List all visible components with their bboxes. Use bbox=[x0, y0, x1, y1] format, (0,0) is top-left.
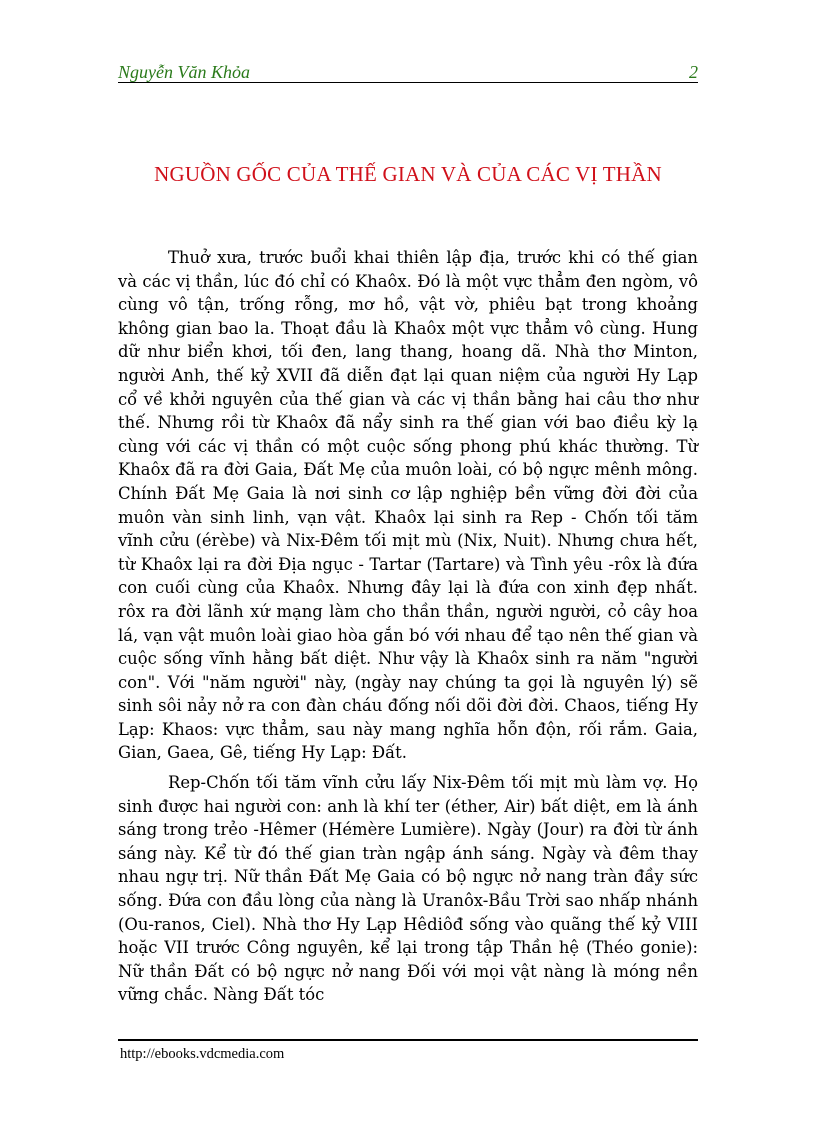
body-text bbox=[118, 246, 698, 1013]
page-header bbox=[118, 62, 698, 83]
paragraph-1: Thuở xưa, trước buổi khai thiên lập địa, trước khi có thế gian và các vị thần, lúc đó chỉ có Khaôx. Đó là một vực thẳm đen ngòm, vô cùng vô tận, trống rỗng, mơ hồ, vật vờ, phiêu bạt trong khoảng không gian bao la. Thoạt đầu là Khaôx một vực thẳm vô cùng. Hung dữ như biển khơi, tối đen, lang thang, hoang dã. Nhà thơ Minton, người Anh, thế kỷ XVII đã diễn đạt lại quan niệm của người Hy Lạp cổ về khởi nguyên của thế gian và các vị thần bằng hai câu thơ như thế. Nhưng rồi từ Khaôx đã nẩy sinh ra thế gian với bao điều kỳ lạ cùng với các vị thần có một cuộc sống phong phú khác thường. Từ Khaôx đã ra đời Gaia, Đất Mẹ của muôn loài, có bộ ngực mênh mông. Chính Đất Mẹ Gaia là nơi sinh cơ lập nghiệp bền vững đời đời của muôn vàn sinh linh, vạn vật. Khaôx lại sinh ra Rep - Chốn tối tăm vĩnh cửu (érèbe) và Nix-Đêm tối mịt mù (Nix, Nuit). Nhưng chưa hết, từ Khaôx lại ra đời Địa ngục - Tartar (Tartare) và Tình yêu -rôx là đứa con cuối cùng của Khaôx. Nhưng đây lại là đứa con xinh đẹp nhất. rôx ra đời lãnh xứ mạng làm cho thần thần, người người, cỏ cây hoa lá, vạn vật muôn loài giao hòa gắn bó với nhau để tạo nên thế gian và cuộc sống vĩnh hằng bất diệt. Như vậy là Khaôx sinh ra năm "người con". Với "năm người" này, (ngày nay chúng ta gọi là nguyên lý) sẽ sinh sôi nảy nở ra con đàn cháu đống nối dõi đời đời. Chaos, tiếng Hy Lạp: Khaos: vực thẳm, sau này mang nghĩa hỗn độn, rối rắm. Gaia, Gian, Gaea, Gê, tiếng Hy Lạp: Đất. bbox=[118, 248, 698, 763]
paragraph-2: Rep-Chốn tối tăm vĩnh cửu lấy Nix-Đêm tối mịt mù làm vợ. Họ sinh được hai người con: anh là khí ter (éther, Air) bất diệt, em là ánh sáng trong trẻo -Hêmer (Hémère Lumière). Ngày (Jour) ra đời từ ánh sáng này. Kể từ đó thế gian tràn ngập ánh sáng. Ngày và đêm thay nhau ngự trị. Nữ thần Đất Mẹ Gaia có bộ ngực nở nang tràn đầy sức sống. Đứa con đầu lòng của nàng là Uranôx-Bầu Trời sao nhấp nhánh (Ou-ranos, Ciel). Nhà thơ Hy Lạp Hêdiôđ sống vào quãng thế kỷ VIII hoặc VII trước Công nguyên, kể lại trong tập Thần hệ (Théo gonie): Nữ thần Đất có bộ ngực nở nang Đối với mọi vật nàng là móng nền vững chắc. Nàng Đất tóc bbox=[118, 773, 698, 1005]
header-page-number: 2 bbox=[689, 62, 698, 82]
header-author: Nguyễn Văn Khỏa bbox=[118, 62, 250, 82]
chapter-title: NGUỒN GỐC CỦA THẾ GIAN VÀ CỦA CÁC VỊ THẦN bbox=[154, 162, 662, 186]
footer-divider bbox=[118, 1039, 698, 1041]
footer-url[interactable]: http://ebooks.vdcmedia.com bbox=[120, 1046, 285, 1062]
